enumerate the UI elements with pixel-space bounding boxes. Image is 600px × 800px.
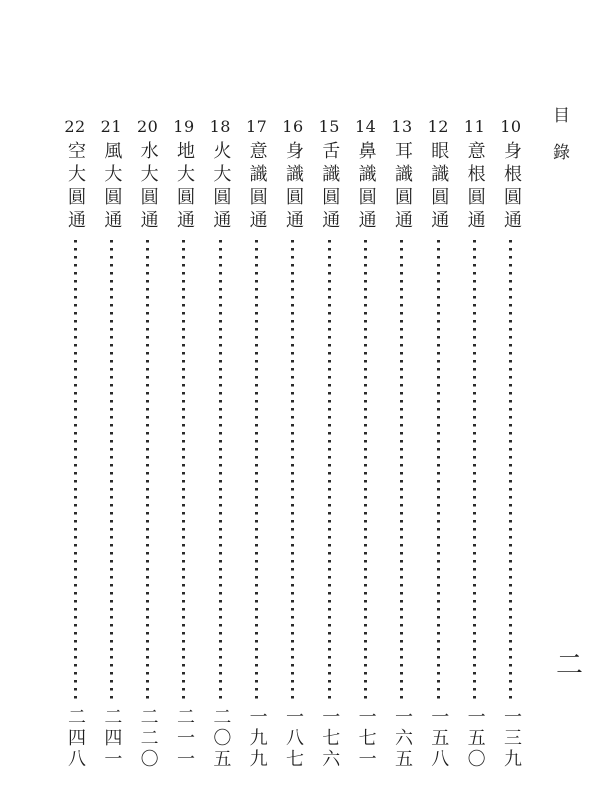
dotted-leader (328, 240, 331, 699)
entry-title: 火大圓通 (210, 141, 232, 233)
entry-title: 意根圓通 (464, 141, 486, 233)
entry-page-number: 一七一 (355, 707, 377, 770)
toc-entry (62, 119, 88, 770)
entry-page-number: 二二〇 (137, 707, 159, 770)
toc-entry (316, 119, 342, 770)
dotted-leader (182, 240, 185, 699)
entry-page-number: 一八七 (282, 707, 304, 770)
entry-number: 19 (173, 117, 195, 136)
toc-entry (462, 119, 488, 770)
entry-page-number: 一五八 (428, 707, 450, 770)
entry-number: 21 (100, 117, 122, 136)
dotted-leader (364, 240, 367, 699)
entry-page-number: 二四八 (65, 707, 86, 770)
folio-page-number: 二 (556, 650, 583, 681)
entry-title: 耳識圓通 (391, 141, 413, 233)
toc-entry (171, 119, 197, 770)
dotted-leader (110, 240, 113, 699)
dotted-leader (400, 240, 403, 699)
entry-page-number: 二一一 (173, 707, 195, 770)
dotted-leader (255, 240, 258, 699)
dotted-leader (74, 240, 77, 699)
toc-entry (389, 119, 415, 770)
page-title: 目錄 (549, 106, 569, 180)
entry-title: 空大圓通 (65, 141, 86, 233)
entry-page-number: 二〇五 (210, 707, 232, 770)
dotted-leader (437, 240, 440, 699)
toc-entry (280, 119, 306, 770)
entry-page-number: 一六五 (391, 707, 413, 770)
entry-title: 意識圓通 (246, 141, 268, 233)
toc-entry (98, 119, 124, 770)
entry-page-number: 一九九 (246, 707, 268, 770)
toc-entry (498, 119, 524, 770)
entry-number: 13 (391, 117, 413, 136)
entry-page-number: 二四一 (101, 707, 123, 770)
entry-number: 12 (427, 117, 449, 136)
entry-title: 身識圓通 (282, 141, 304, 233)
entry-number: 17 (245, 117, 268, 136)
entry-number: 18 (209, 117, 231, 136)
entry-number: 16 (282, 117, 304, 136)
toc-entries (62, 119, 524, 770)
dotted-leader (509, 240, 512, 699)
toc-entry (244, 119, 270, 770)
entry-number: 22 (64, 117, 86, 136)
entry-title: 眼識圓通 (428, 141, 450, 233)
toc-entry (353, 119, 379, 770)
entry-number: 20 (136, 117, 159, 136)
dotted-leader (473, 240, 476, 699)
entry-page-number: 一三九 (500, 707, 522, 770)
entry-title: 水大圓通 (137, 141, 159, 233)
entry-page-number: 一七六 (319, 707, 341, 770)
entry-number: 15 (318, 117, 340, 136)
entry-number: 11 (463, 117, 486, 136)
entry-title: 身根圓通 (500, 141, 522, 233)
entry-title: 風大圓通 (101, 141, 123, 233)
dotted-leader (219, 240, 222, 699)
entry-title: 舌識圓通 (319, 141, 341, 233)
toc-entry (425, 119, 451, 770)
dotted-leader (146, 240, 149, 699)
entry-title: 地大圓通 (173, 141, 195, 233)
entry-number: 10 (500, 117, 522, 136)
entry-number: 14 (354, 117, 377, 136)
entry-page-number: 一五〇 (464, 707, 486, 770)
entry-title: 鼻識圓通 (355, 141, 377, 233)
toc-entry (135, 119, 161, 770)
toc-entry (207, 119, 233, 770)
dotted-leader (291, 240, 294, 699)
